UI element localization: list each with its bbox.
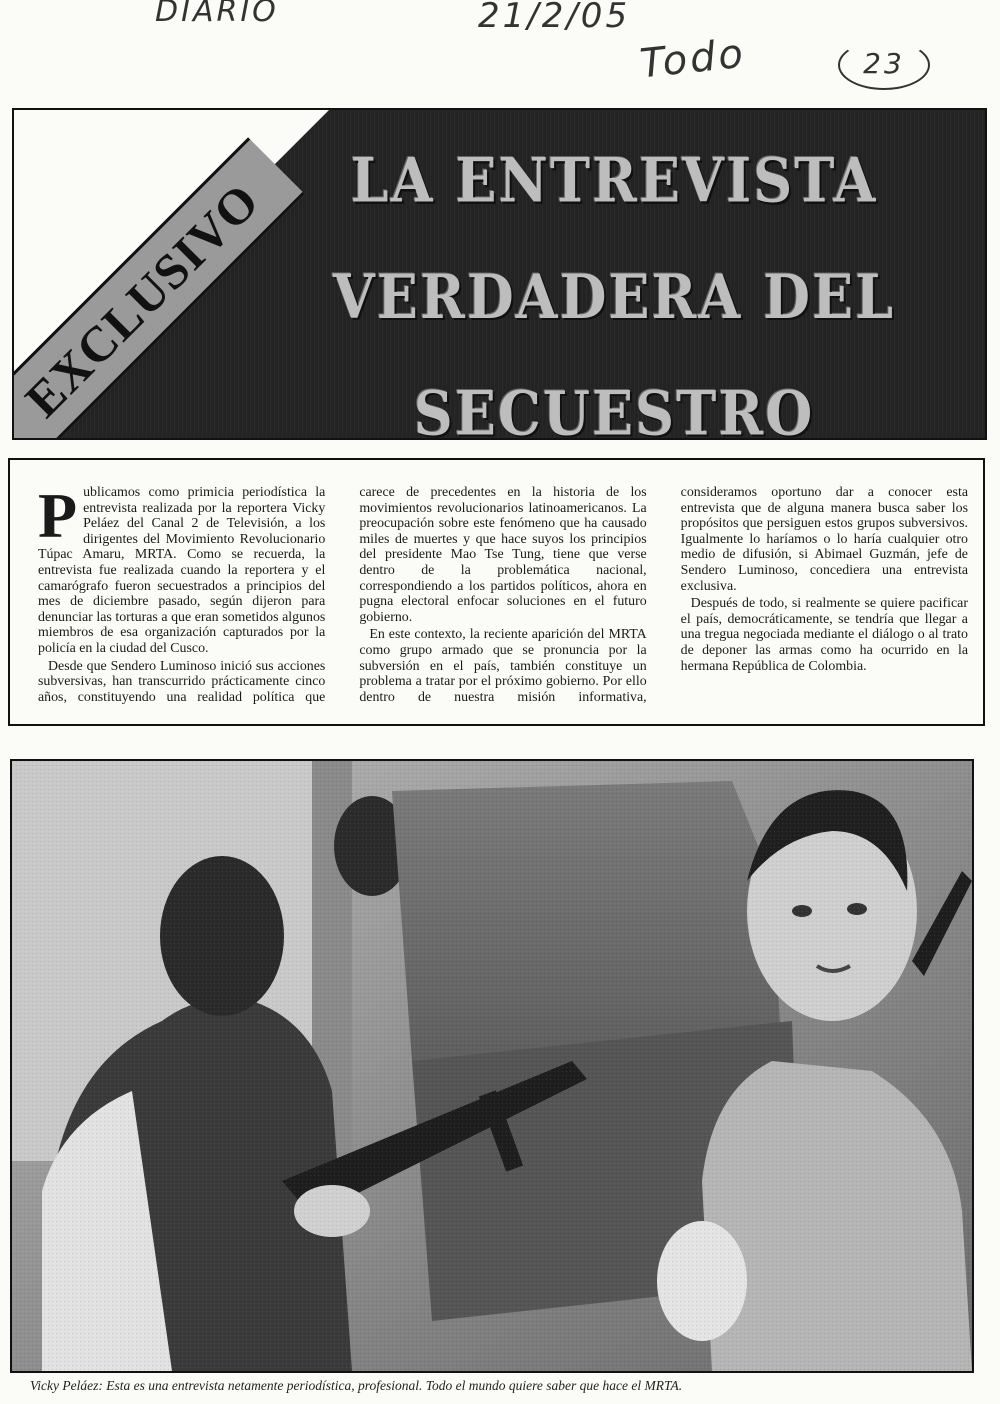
article-paragraph-4: Después de todo, si realmente se quiere pacificar el país, democráticamente, se tendría que llegar a una tregua negociada mediante el diálogo o al trato de deponer las armas como ha ocurrido en la hermana República de Colombia.: [680, 596, 968, 674]
drop-cap: P: [38, 480, 78, 551]
headline-line-2: VERDADERA DEL SECUESTRO: [332, 260, 896, 440]
handwritten-source-note: DIARIO: [155, 0, 279, 29]
article-box: [8, 458, 985, 726]
handwritten-date-note: 21/2/05: [478, 0, 631, 36]
headline: [244, 122, 984, 440]
handwritten-page-number: 23: [838, 40, 930, 90]
exclusive-ribbon-label: EXCLUSIVO: [14, 172, 270, 428]
headline-line-1: LA ENTREVISTA: [350, 144, 878, 217]
article-paragraph-3: En este contexto, la reciente aparición del MRTA como grupo armado que se pronuncia por la subversión en el país, también constituye un problema a tratar por el próximo gobierno. Por ello dentro de nuestra misión informativa, consideramos oportuno dar a conocer esta entrevista que de alguna manera busca saber los propósitos que persiguen estos grupos subversivos. Igualmente lo haríamos o lo haría cualquier otro medio de difusión, si Abimael Guzmán, jefe de Sendero Luminoso, concediera una entrevista exclusiva.: [359, 485, 968, 705]
article-paragraph-1: Publicamos como primicia periodística la entrevista realizada por la reportera Vicky Peláez del Canal 2 de Televisión, a los dirigentes del Movimiento Revolucionario Túpac Amaru, MRTA. Como se recuerda, la entrevista fue realizada cuando la reportera y el camarógrafo fueron secuestrados a principios del mes de diciembre pasado, según dijeron para denunciar las torturas a que eran sometidos algunos miembros de esa organización capturados por la policía en la ciudad del Cusco.: [38, 480, 326, 656]
article-paragraph-2: Desde que Sendero Luminoso inició sus acciones subversivas, han transcurrido prácticamente cinco años, constituyendo una realidad política que carece de precedentes en la historia de los movimientos revolucionarios latinoamericanos. La preocupación sobre este fenómeno que ha causado miles de muertes y que hace suyos los principios del presidente Mao Tse Tung, tiene que verse dentro de la problemática nacional, correspondiendo a los partidos políticos, ahora en pugna electoral enfocar soluciones en el futuro gobierno.: [38, 485, 647, 705]
handwritten-section-note: Todo: [637, 30, 748, 88]
headline-banner: [12, 108, 987, 440]
article-columns: [38, 480, 968, 715]
photo-illustration: [12, 761, 972, 1371]
photo-caption: Vicky Peláez: Esta es una entrevista netamente periodística, profesional. Todo el mundo quiere saber que hace el MRTA.: [30, 1378, 683, 1393]
news-photo: [10, 759, 974, 1373]
